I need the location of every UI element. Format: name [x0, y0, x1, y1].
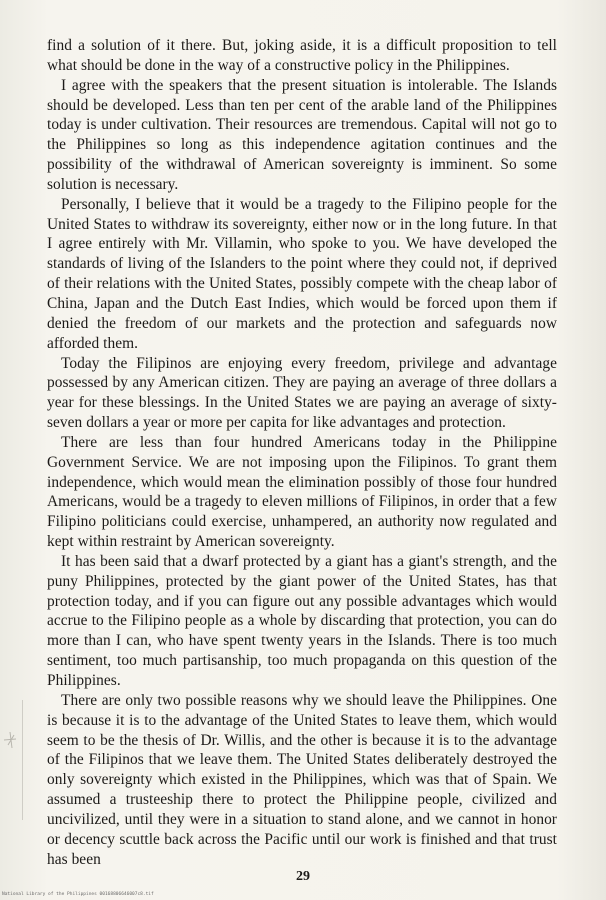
- paragraph: Today the Filipinos are enjoying every freedom, privilege and advantage possessed by any American citizen. They are paying an average of three dollars a year for these blessings. In the United States we are paying an average of sixty-seven dollars a year or more per capita for like advantages and protection.: [47, 354, 557, 432]
- paragraph: It has been said that a dwarf protected by a giant has a giant's strength, and the puny Philippines, protected by the giant power of the United States, has that protection today, and if you can figure out any possible advantages which would accrue to the Filipino people as a whole by discarding that protection, you can do more than I can, who have spent twenty years in the Islands. There is too much sentiment, too much partisanship, too much propaganda on this question of the Philippines.: [47, 552, 557, 689]
- paragraph: There are less than four hundred Americans today in the Philippine Government Service. We are not imposing upon the Filipinos. To grant them independence, which would mean the elimination possibly of those four hundred Americans, would be a tragedy to eleven millions of Filipinos, in order that a few Filipino politicians could exercise, unhampered, an authority now regulated and kept within restraint by American sovereignty.: [47, 433, 557, 551]
- page-number: 29: [296, 869, 310, 884]
- paragraph: There are only two possible reasons why we should leave the Philippines. One is because it is to the advantage of the United States to leave them, which would seem to be the thesis of Dr. Willis, and the other is because it is to the advantage of the Filipinos that we leave them. The United States deliberately destroyed the only sovereignty which existed in the Philippines, which was that of Spain. We assumed a trusteeship there to protect the Philippine people, civilized and uncivilized, until they were in a situation to stand alone, and we cannot in honor or decency scuttle back across the Pacific until our work is finished and that trust has been: [47, 691, 557, 868]
- paragraph: Personally, I believe that it would be a tragedy to the Filipino people for the United States to withdraw its sovereignty, either now or in the long future. In that I agree entirely with Mr. Villamin, who spoke to you. We have developed the standards of living of the Islanders to the point where they could not, if deprived of their relations with the United States, possibly compete with the cheap labor of China, Japan and the Dutch East Indies, which would be forced upon them if denied the freedom of our markets and the protection and safeguards now afforded them.: [47, 195, 557, 352]
- paragraph: find a solution of it there. But, joking aside, it is a difficult proposition to tell what should be done in the way of a constructive policy in the Philippines.: [47, 37, 557, 74]
- scan-source-footer: National Library of the Philippines 00168806646007c8.tif: [2, 892, 154, 897]
- margin-rule: [22, 700, 23, 820]
- body-text: [47, 36, 557, 869]
- paragraph: I agree with the speakers that the present situation is intolerable. The Islands should be developed. Less than ten per cent of the arable land of the Philippines today is under cultivation. Their resources are tremendous. Capital will not go to the Philippines so long as this independence agitation continues and the possibility of the withdrawal of American sovereignty is imminent. So some solution is necessary.: [47, 76, 557, 193]
- margin-pencil-mark: [0, 720, 30, 760]
